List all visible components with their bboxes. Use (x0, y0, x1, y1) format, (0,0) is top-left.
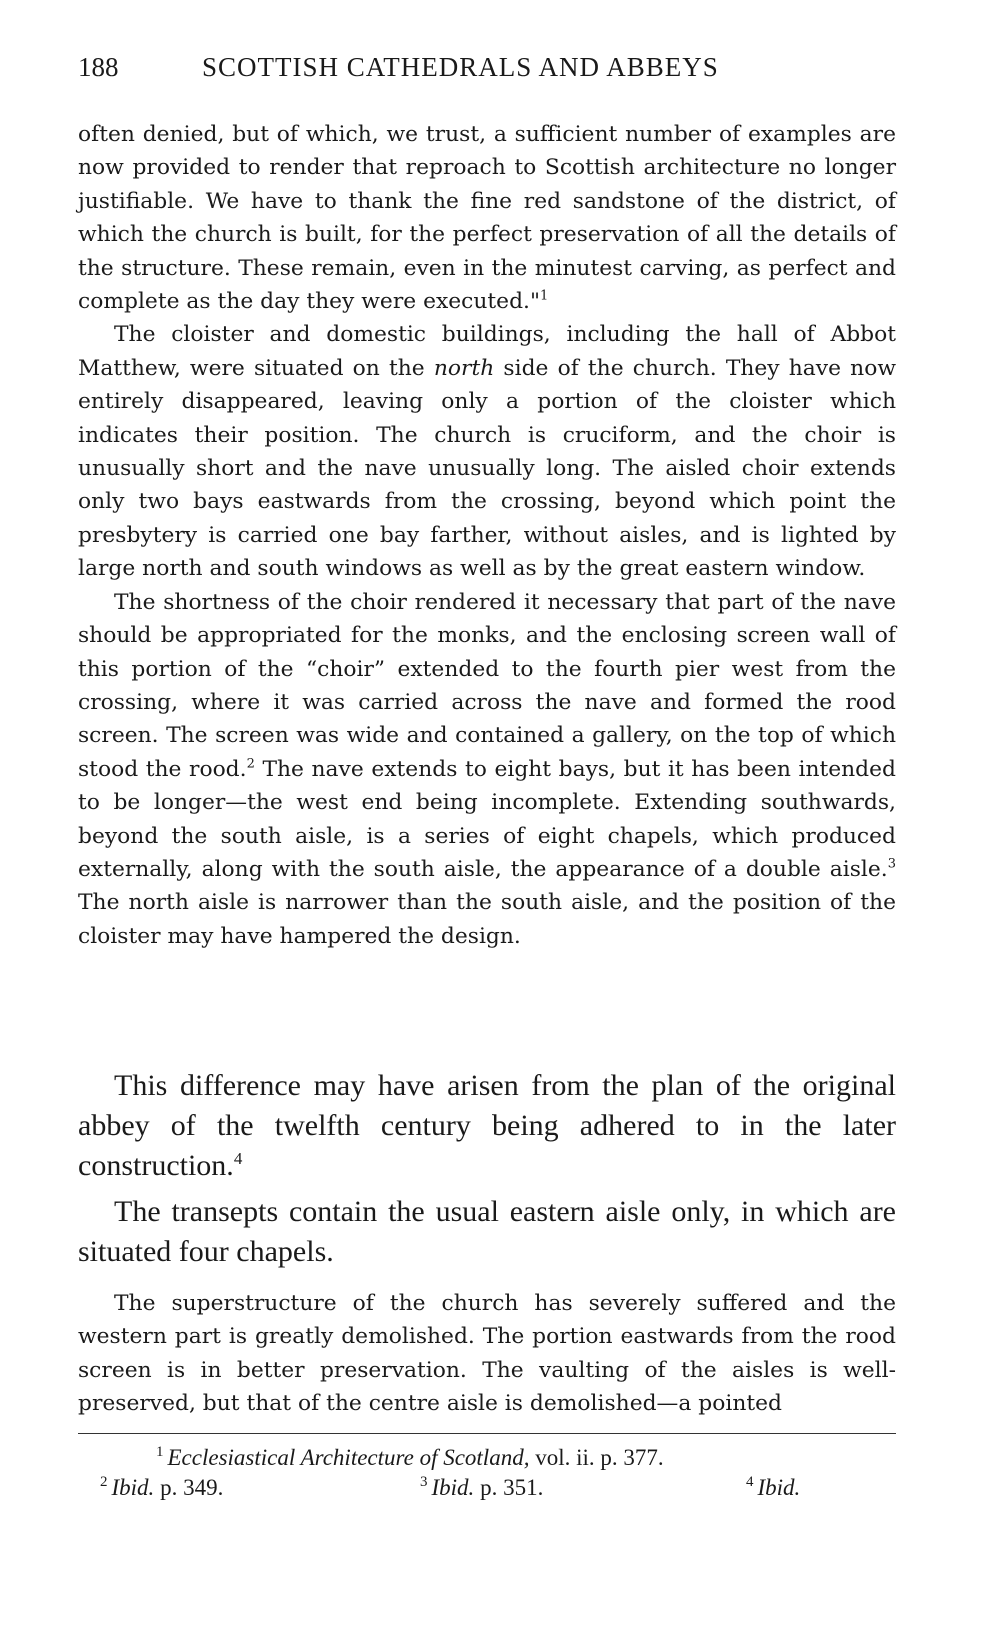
footnote-2 (100, 1473, 223, 1503)
paragraph-3-part-1: The shortness of the choir rendered it necessary that part of the nave should be appropriated for the monks, and the enclosing screen wall of this portion of the “choir” extended to the fourth pier west from the crossing, where it was carried across the nave and formed the rood screen. The screen was wide and contained a gallery, on the top of which stood the rood. (78, 589, 896, 782)
footnote-source: Ibid. (757, 1475, 801, 1500)
bottom-text-block (78, 1287, 896, 1421)
footnote-row (100, 1473, 860, 1503)
footnote-detail: p. 349. (154, 1475, 224, 1500)
paragraph-continuation (78, 118, 896, 318)
footnote-source: Ibid. (111, 1475, 155, 1500)
footnote-divider (78, 1433, 896, 1434)
footnote-ref-1: 1 (539, 288, 549, 304)
main-text (78, 118, 896, 953)
paragraph-transepts: The transepts contain the usual eastern aisle only, in which are situated four chapels. (78, 1195, 896, 1268)
running-title: SCOTTISH CATHEDRALS AND ABBEYS (202, 52, 719, 82)
footnote-3 (420, 1473, 543, 1503)
footnote-detail: p. 351. (474, 1475, 544, 1500)
footnote-source: Ibid. (431, 1475, 475, 1500)
footnote-1 (100, 1443, 860, 1473)
footnote-detail: vol. ii. p. 377. (529, 1445, 664, 1470)
paragraph-3-part-3: The north aisle is narrower than the south aisle, and the position of the cloister may have hampered the design. (78, 890, 896, 949)
footnote-ref-2: 2 (246, 756, 255, 772)
paragraph-difference (78, 1066, 896, 1186)
footnotes (100, 1443, 860, 1503)
footnote-ref-4: 4 (233, 1149, 243, 1168)
footnote-mark: 4 (746, 1474, 754, 1491)
paragraph-1-text: often denied, but of which, we trust, a sufficient number of examples are now provided to render that reproach to Scottish architecture no longer justifiable. We have to thank the fine red sandstone of the district, of which the church is built, for the perfect preservation of all the details of the structure. These remain, even in the minutest carving, as perfect and complete as the day they were executed." (78, 122, 896, 315)
page-number: 188 (78, 52, 119, 82)
paragraph-superstructure: The superstructure of the church has severely suffered and the western part is greatly demolished. The portion eastwards from the rood screen is in better preservation. The vaulting of the aisles is well-preserved, but that of the centre aisle is demolished—a pointed (78, 1291, 896, 1417)
footnote-mark: 1 (156, 1444, 164, 1461)
large-text-block (78, 1066, 896, 1272)
italic-north: north (433, 355, 495, 381)
footnote-ref-3: 3 (887, 856, 896, 872)
paragraph-2-part-2: side of the church. They have now entirely disappeared, leaving only a portion of the cloister which indicates their position. The church is cruciform, and the choir is unusually short and the nave unusually long. The aisled choir extends only two bays eastwards from the crossing, beyond which point the presbytery is carried one bay farther, without aisles, and is lighted by large north and south windows as well as by the great eastern window. (78, 355, 896, 582)
footnote-mark: 3 (420, 1474, 428, 1491)
paragraph-4-text: This difference may have arisen from the plan of the original abbey of the twelfth century being adhered to in the later construction. (78, 1069, 896, 1182)
footnote-mark: 2 (100, 1474, 108, 1491)
paragraph-choir (78, 586, 896, 953)
paragraph-3-part-2: The nave extends to eight bays, but it has been intended to be longer—the west end being incomplete. Extending southwards, beyond the south aisle, is a series of eight chapels, which produced externally, along with the south aisle, the appearance of a double aisle. (78, 756, 896, 882)
paragraph-cloister (78, 318, 896, 585)
page-header (78, 52, 918, 92)
footnote-source: Ecclesiastical Architecture of Scotland, (167, 1445, 530, 1470)
footnote-4 (746, 1473, 800, 1503)
paragraph-2-part-1: The cloister and domestic buildings, including the hall of Abbot Matthew, were situated on the (78, 322, 896, 381)
